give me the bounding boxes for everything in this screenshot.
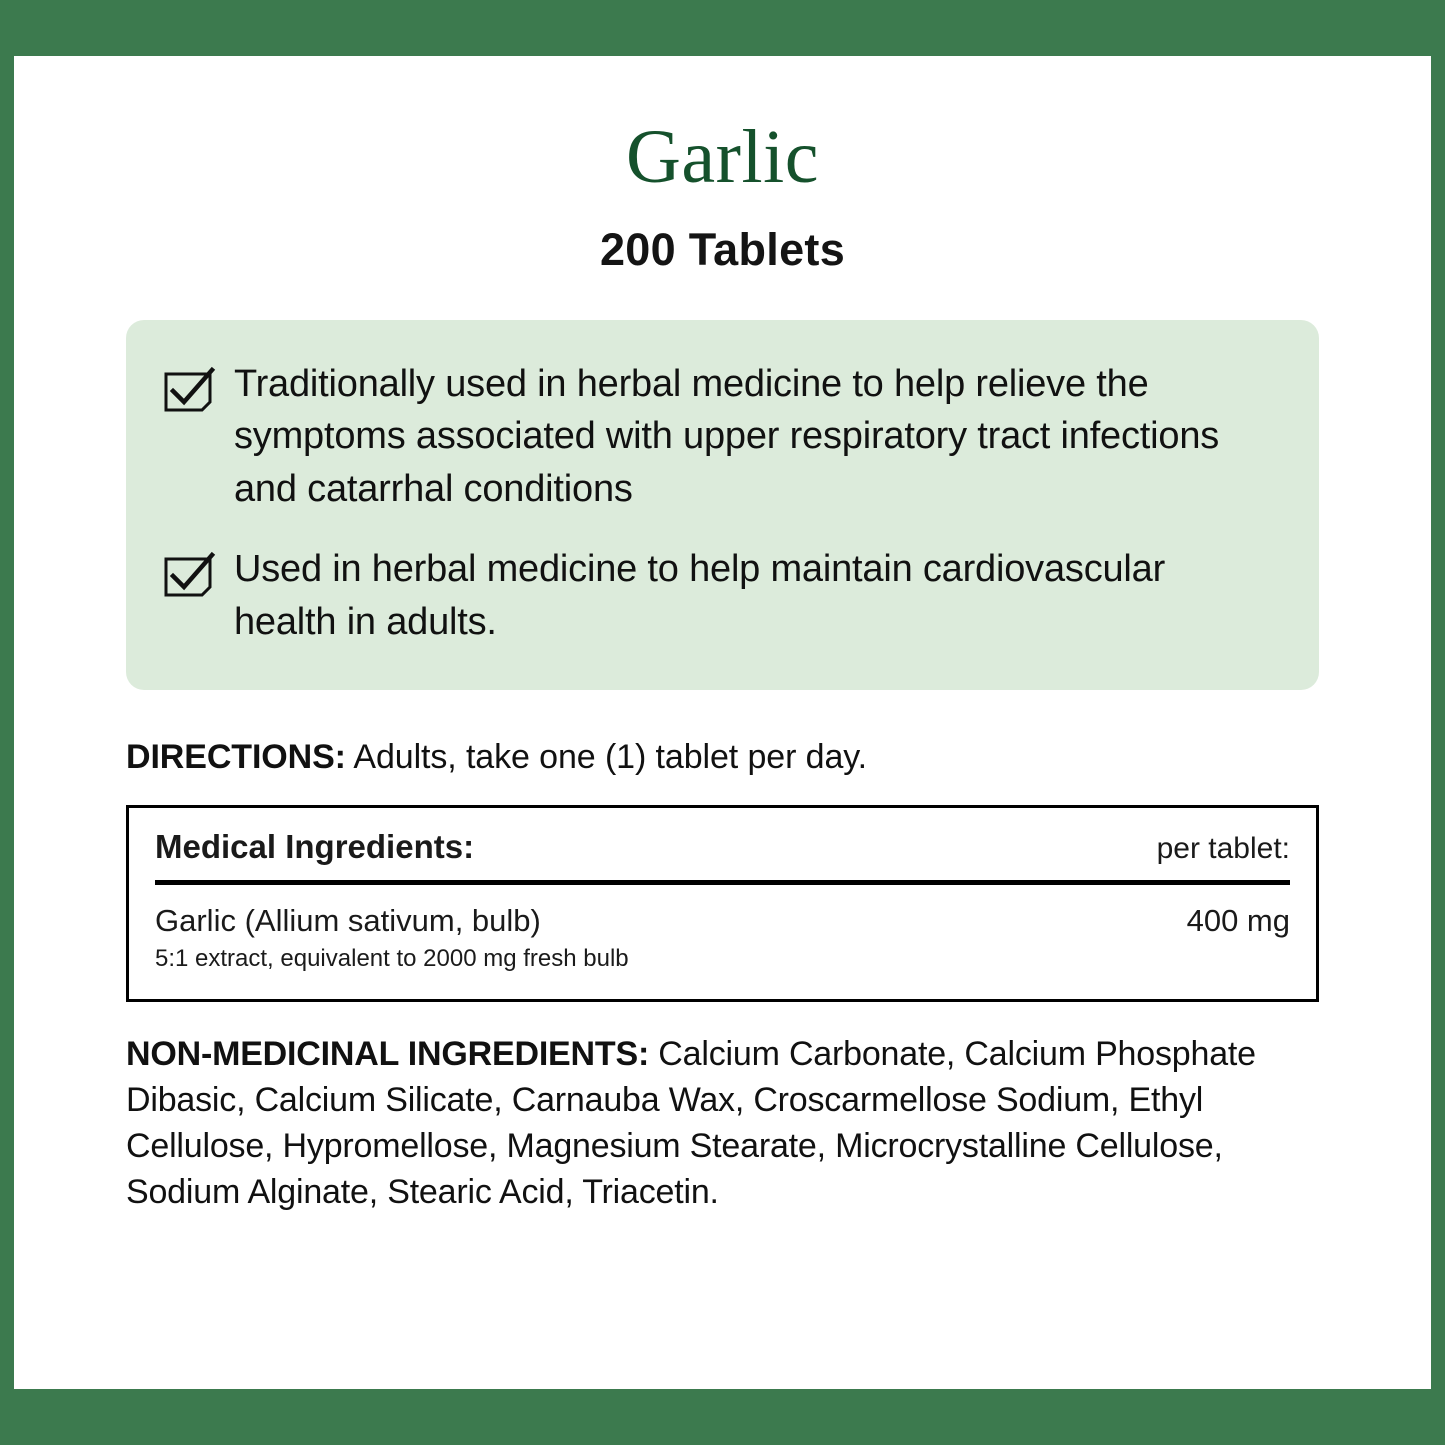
claim-text: Used in herbal medicine to help maintain cardiovascular health in adults. [234,548,1166,643]
directions-text: Adults, take one (1) tablet per day. [345,737,867,776]
checkmark-icon [160,364,216,420]
product-count: 200 Tablets [599,223,846,275]
claim-text: Traditionally used in herbal medicine to help relieve the symptoms associated with upper respiratory tract infections and catarrhal conditions [234,362,1220,510]
directions-line [126,738,1319,777]
ingredient-name: Garlic (Allium sativum, bulb) [155,902,541,938]
non-medicinal-label: NON-MEDICINAL INGREDIENTS: [126,1034,650,1073]
non-medicinal-ingredients [126,1032,1319,1216]
directions-label: DIRECTIONS: [126,737,346,776]
top-green-band [0,0,1445,56]
ingredient-amount: 400 mg [1186,902,1290,938]
right-green-band [1431,0,1445,1445]
bottom-green-band [0,1389,1445,1445]
table-header-per-tablet: per tablet: [1156,831,1290,865]
ingredient-subnote: 5:1 extract, equivalent to 2000 mg fresh bulb [155,944,629,972]
checkmark-icon [160,549,216,605]
medical-ingredients-table [126,805,1319,1002]
table-header-row [155,828,1290,885]
claim-item [160,543,1275,648]
product-title: Garlic [626,115,819,199]
left-green-band [0,0,14,1445]
table-row [155,903,1290,939]
label-content [14,56,1431,1389]
claims-panel [126,320,1319,690]
claim-item [160,358,1275,515]
non-medicinal-text: Calcium Carbonate, Calcium Phosphate Dibasic, Calcium Silicate, Carnauba Wax, Croscarmellose Sodium, Ethyl Cellulose, Hypromellose, Magnesium Stearate, Microcrystalline Cellulose, Sodium Alginate, Stearic Acid, Triacetin. [126,1034,1256,1211]
table-header-ingredients: Medical Ingredients: [155,827,475,865]
